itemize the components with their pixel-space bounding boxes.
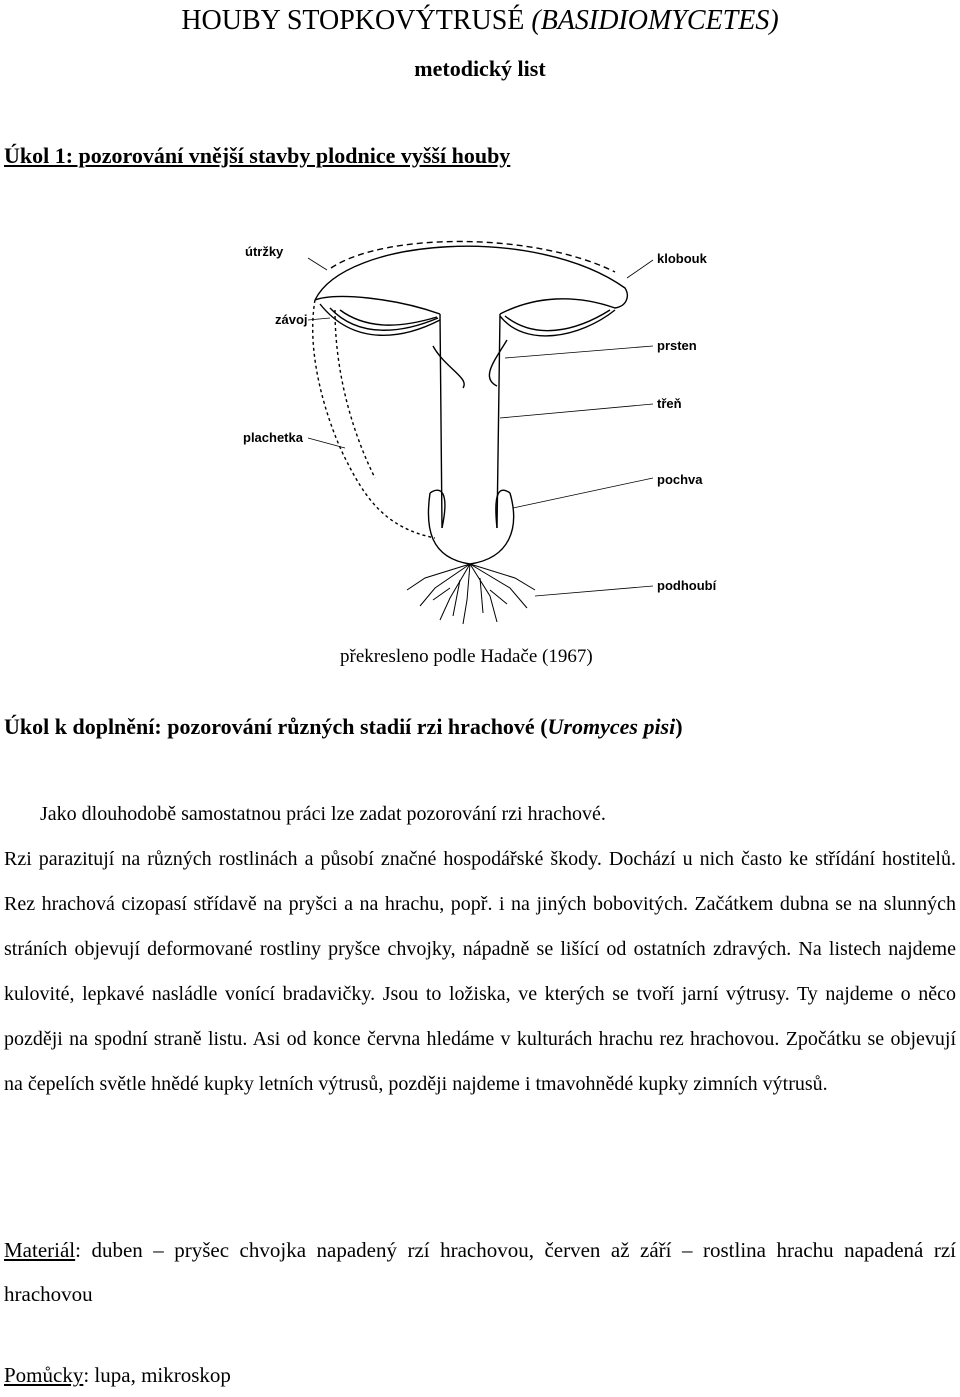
tools-text: : lupa, mikroskop (83, 1363, 231, 1387)
label-klobouk: klobouk (657, 251, 707, 266)
label-podhoubi: podhoubí (657, 578, 717, 593)
ring (433, 346, 464, 388)
title-latin: (BASIDIOMYCETES) (531, 5, 779, 36)
task-1-heading: Úkol 1: pozorování vnější stavby plodnice vyšší houby (4, 143, 511, 168)
label-zavoj: závoj (275, 312, 308, 327)
material-text: : duben – pryšec chvojka napadený rzí hrachovou, červen až září – rostlina hrachu napadená rzí hrachovou (4, 1238, 956, 1306)
label-utrzky: útržky (245, 244, 284, 259)
label-tren: třeň (657, 396, 682, 411)
tools-line (4, 1360, 231, 1390)
task2-prefix: Úkol k doplnění: pozorování různých stadií rzi hrachové ( (4, 714, 548, 739)
tools-label: Pomůcky (4, 1363, 84, 1387)
label-plachetka: plachetka (243, 430, 303, 445)
mycelium (407, 564, 535, 624)
paragraph-intro: Jako dlouhodobě samostatnou práci lze zadat pozorování rzi hrachové. (40, 803, 606, 825)
task2-suffix: ) (675, 714, 683, 739)
page-title (0, 3, 960, 39)
mushroom-diagram (235, 228, 735, 628)
veil (313, 300, 435, 538)
title-main: HOUBY STOPKOVÝTRUSÉ (181, 5, 532, 36)
task-2-heading (4, 712, 683, 742)
material-line (4, 1228, 956, 1316)
task2-latin: Uromyces pisi (547, 714, 676, 739)
label-prsten: prsten (657, 338, 697, 353)
stem-left (440, 314, 442, 528)
paragraph-body: Rzi parazitují na různých rostlinách a působí značné hospodářské škody. Dochází u nich často ke střídání hostitelů. Rez hrachová cizopasí střídavě na pryšci a na hrachu, popř. i na jiných bobovitých. Začátkem dubna se na slunných stráních objevují deformované rostliny pryšce chvojky, nápadně se lišící od ostatních zdravých. Na listech najdeme kulovité, lepkavé nasládle vonící bradavičky. Jsou to ložiska, ve kterých se tvoří jarní výtrusy. Ty najdeme o něco později na spodní straně listu. Asi od konce června hledáme v kulturách hrachu rez hrachovou. Zpočátku se objevují na čepelích světle hnědé kupky letních výtrusů, později najdeme i tmavohnědé kupky zimních výtrusů. (4, 848, 956, 1095)
figure-caption: překresleno podle Hadače (1967) (340, 646, 593, 667)
cap-outline (315, 246, 627, 314)
label-pochva: pochva (657, 472, 703, 487)
material-label: Materiál (4, 1238, 76, 1262)
page-subtitle: metodický list (414, 56, 546, 81)
